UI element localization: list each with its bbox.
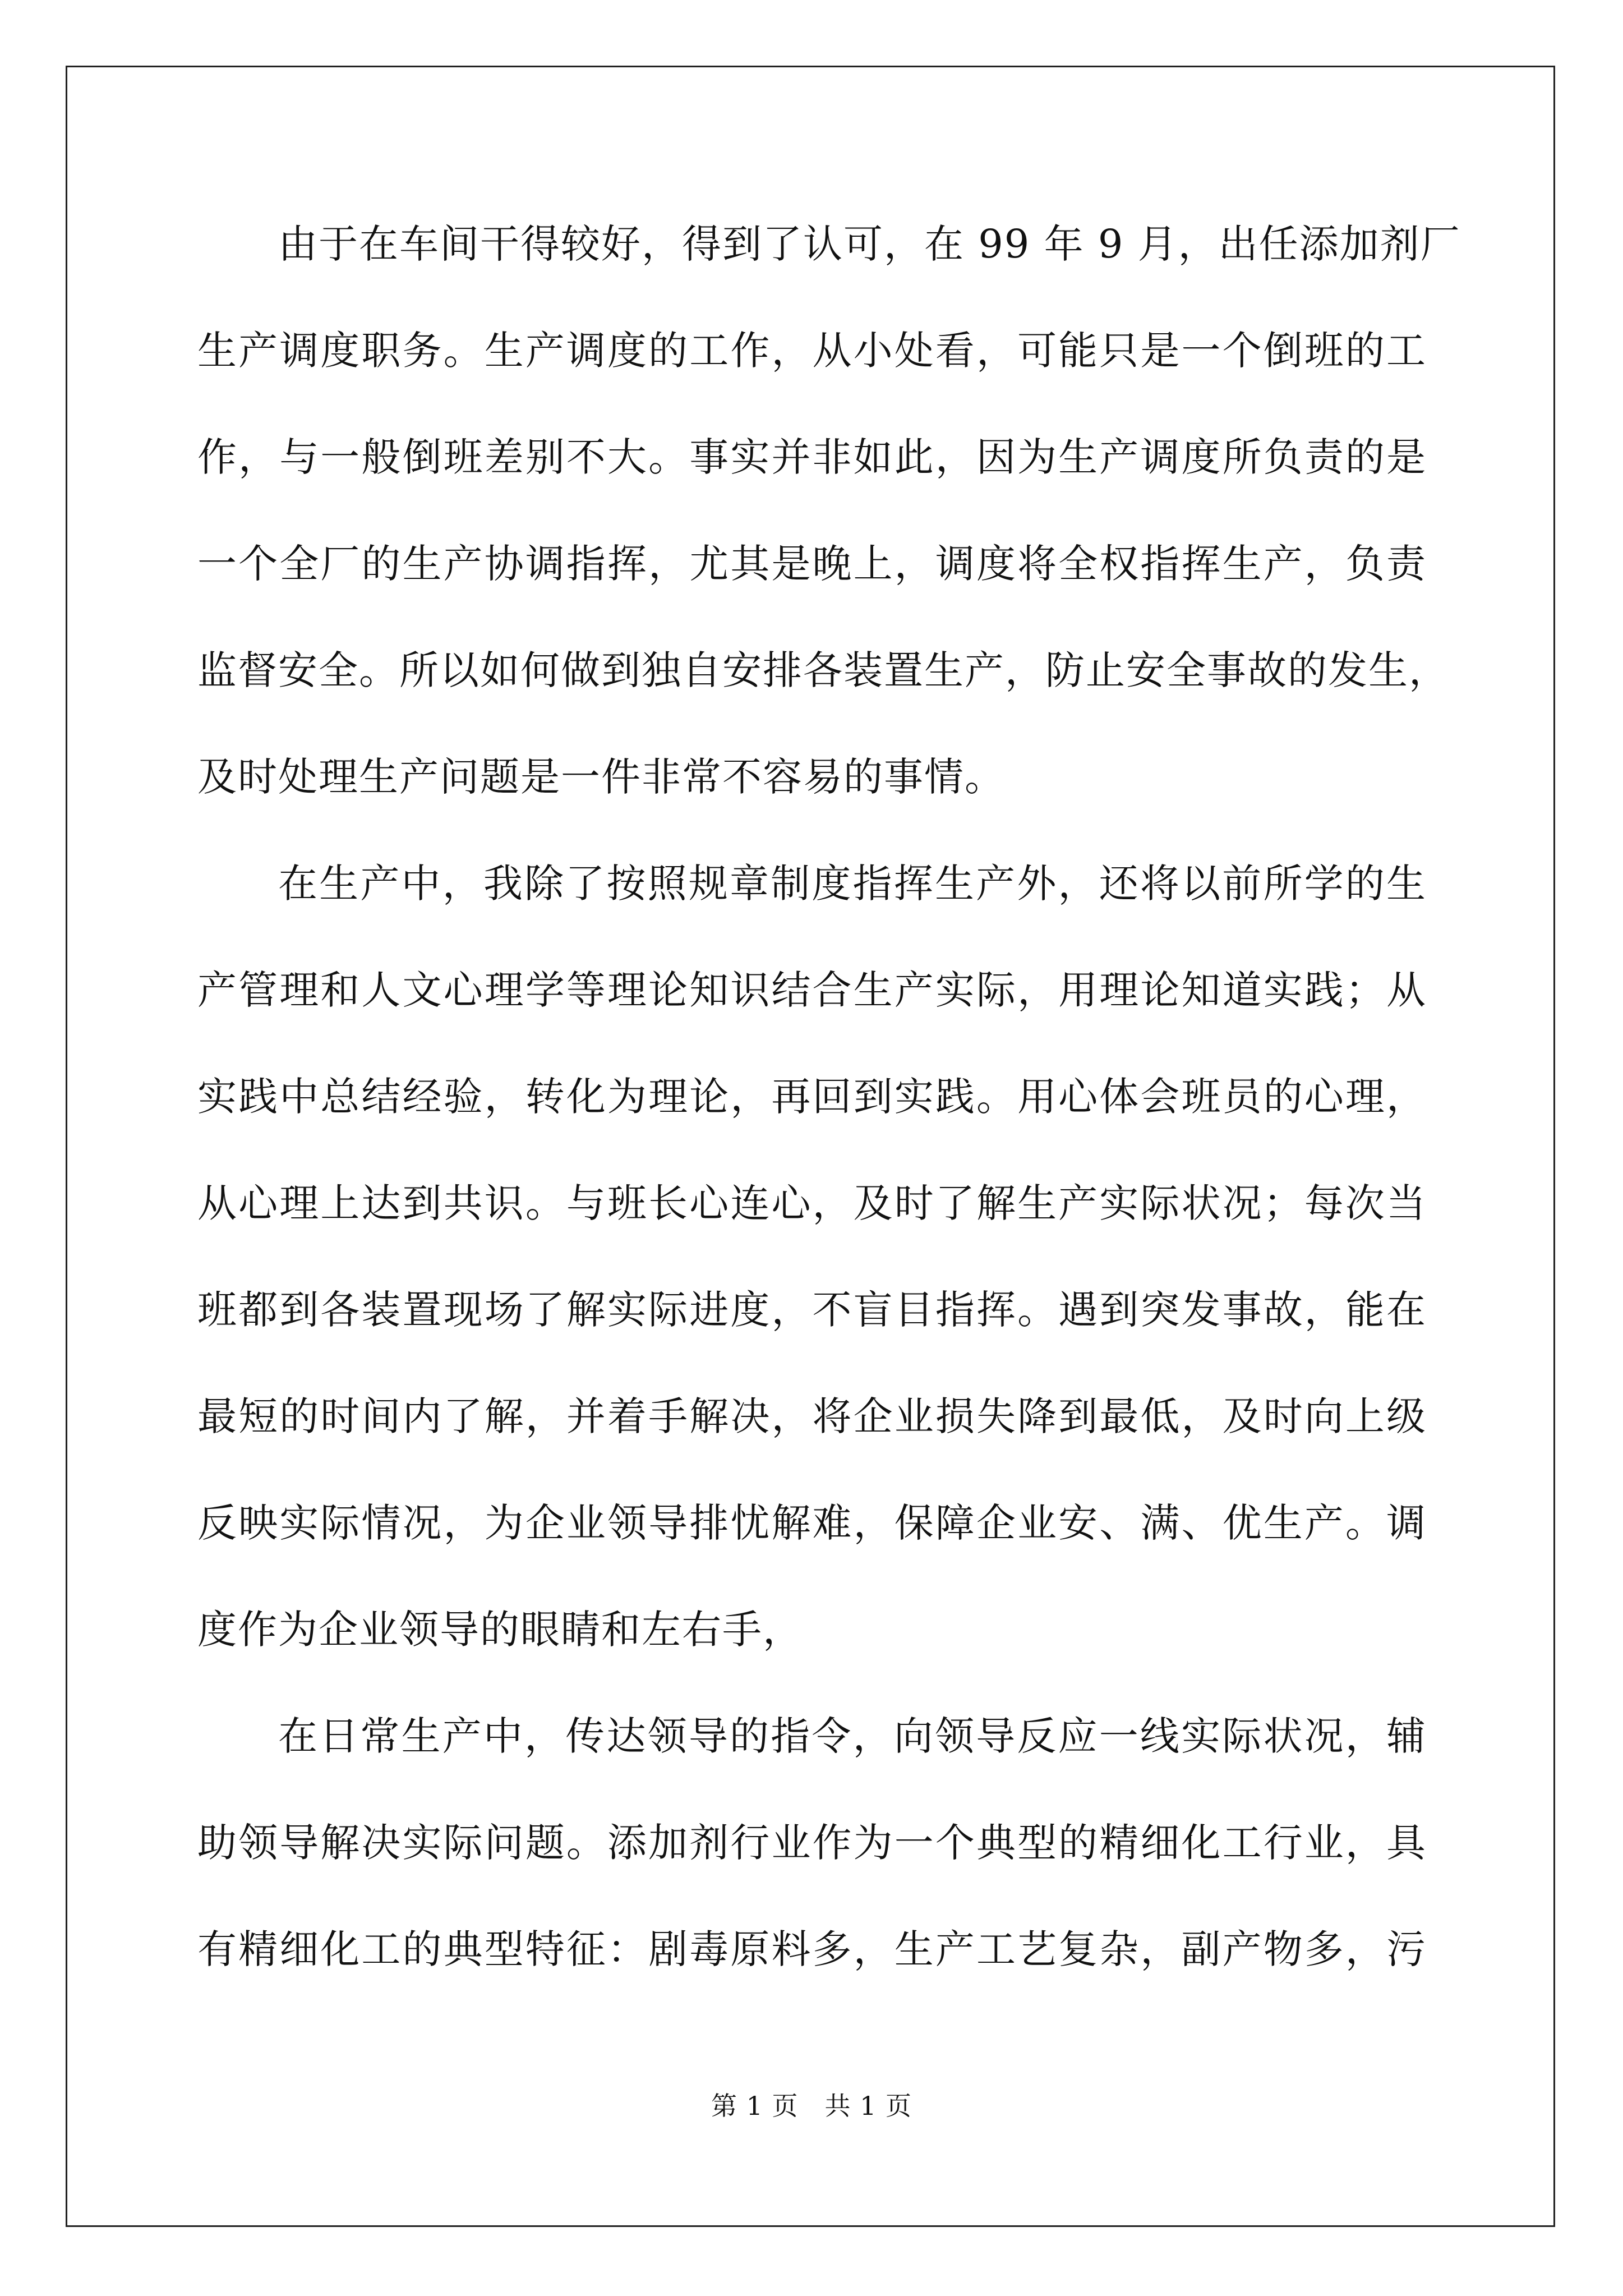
- text-line: 有精细化工的典型特征：剧毒原料多，生产工艺复杂，副产物多，污: [197, 1926, 1427, 1972]
- text-line: 反映实际情况，为企业领导排忧解难，保障企业安、满、优生产。调: [197, 1500, 1427, 1546]
- text-line: 班都到各装置现场了解实际进度，不盲目指挥。遇到突发事故，能在: [197, 1287, 1427, 1333]
- text-line: 实践中总结经验，转化为理论，再回到实践。用心体会班员的心理，: [197, 1074, 1427, 1120]
- text-line: 作，与一般倒班差别不大。事实并非如此，因为生产调度所负责的是: [197, 434, 1427, 480]
- text-line: 产管理和人文心理学等理论知识结合生产实际，用理论知道实践；从: [197, 967, 1427, 1013]
- document-body: [197, 218, 1461, 2030]
- text-line: 从心理上达到共识。与班长心连心，及时了解生产实际状况；每次当: [197, 1180, 1427, 1226]
- text-line: 一个全厂的生产协调指挥，尤其是晚上，调度将全权指挥生产，负责: [197, 541, 1427, 587]
- text-line: 监督安全。所以如何做到独自安排各装置生产，防止安全事故的发生，: [197, 647, 1449, 693]
- text-line: 生产调度职务。生产调度的工作，从小处看，可能只是一个倒班的工: [197, 328, 1427, 374]
- page-number-footer: 第 1 页 共 1 页: [711, 2091, 912, 2121]
- paragraph: [197, 218, 1461, 857]
- paragraph: [197, 1710, 1427, 2030]
- text-line: 由于在车间干得较好，得到了认可，在 99 年 9 月，出任添加剂厂: [278, 221, 1461, 267]
- text-line: 助领导解决实际问题。添加剂行业作为一个典型的精细化工行业，具: [197, 1820, 1427, 1866]
- text-line: 及时处理生产问题是一件非常不容易的事情。: [197, 754, 1005, 800]
- text-line: 在生产中，我除了按照规章制度指挥生产外，还将以前所学的生: [278, 861, 1427, 907]
- paragraph: [197, 857, 1427, 1710]
- text-line: 度作为企业领导的眼睛和左右手，: [197, 1607, 803, 1653]
- text-line: 在日常生产中，传达领导的指令，向领导反应一线实际状况，辅: [278, 1713, 1427, 1759]
- text-line: 最短的时间内了解，并着手解决，将企业损失降到最低，及时向上级: [197, 1393, 1427, 1439]
